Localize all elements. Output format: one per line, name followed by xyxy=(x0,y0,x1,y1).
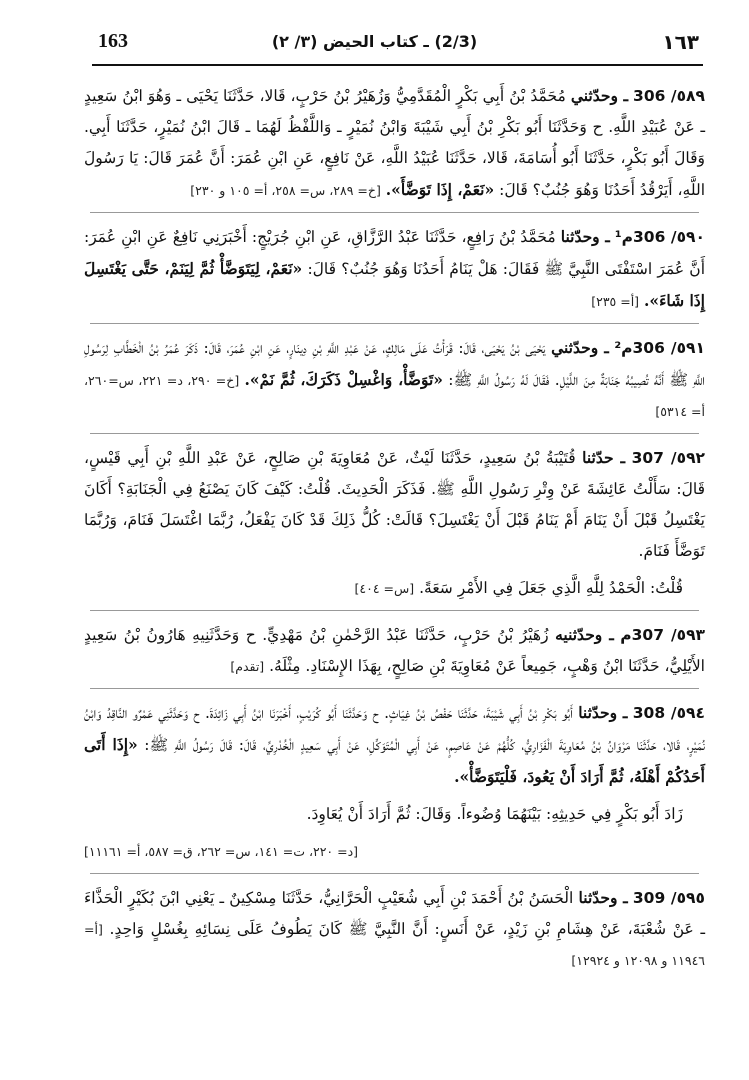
hadith-reference: [تقدم] xyxy=(230,659,265,674)
hadith-number: ٥٩٤/ 308 xyxy=(632,704,705,722)
hadith-594 xyxy=(84,697,705,793)
hadith-590 xyxy=(84,221,705,317)
hadith-number: ٥٩٠/ 306م¹ xyxy=(614,228,705,246)
hadith-intro: ـ حدّثنا xyxy=(582,448,626,467)
hadith-number: ٥٩١/ 306م² xyxy=(614,339,705,357)
note-reference: [س= ٤٠٤] xyxy=(354,581,415,596)
page-number-arabic: ١٦٣ xyxy=(662,30,699,54)
separator xyxy=(90,688,699,689)
hadith-intro: ـ وحدّثني xyxy=(551,338,609,357)
separator xyxy=(90,212,699,213)
hadith-intro: ـ وحدّثني xyxy=(570,86,628,105)
separator xyxy=(90,323,699,324)
hadith-intro: ـ وحدّثنيه xyxy=(555,625,614,644)
page-header xyxy=(0,0,749,64)
hadith-quote: «تَوَضَّأْ، وَاغْسِلْ ذَكَرَكَ، ثُمَّ نَمْ». xyxy=(244,370,443,389)
note-zad xyxy=(84,799,705,830)
hadith-595 xyxy=(84,882,705,976)
hadith-text: قُتَيْبَةُ بْنُ سَعِيدٍ، حَدَّثَنَا لَيْثٌ، عَنْ مُعَاوِيَةَ بْنِ صَالِحٍ، عَنْ عَبْدِ اللَّهِ بْنِ أَبِي قَيْسٍ، قَالَ: سَأَلْتُ عَائِشَةَ عَنْ وِتْرِ رَسُولِ اللَّهِ ﷺ. فَذَكَرَ الْحَدِيثَ. قُلْتُ: كَيْفَ كَانَ يَصْنَعُ فِي الْجَنَابَةِ؟ أَكَانَ يَغْتَسِلُ قَبْلَ أَنْ يَنَامَ أَمْ يَنَامُ قَبْلَ أَنْ يَغْتَسِلَ؟ قَالَتْ: كُلُّ ذَلِكَ قَدْ كَانَ يَفْعَلُ، رُبَّمَا اغْتَسَلَ فَنَامَ، وَرُبَّمَا تَوَضَّأَ فَنَامَ. xyxy=(84,449,705,560)
hadith-text: أَبُو بَكْرِ بْنُ أَبِي شَيْبَةَ، حَدَّثَنَا حَفْصُ بْنُ غِيَاثٍ. ح وَحَدَّثَنَا أَبُو كُرَيْبٍ، أَخْبَرَنَا ابْنُ أَبِي زَائِدَةَ. ح وَحَدَّثَنِي عَمْرٌو النَّاقِدُ وَابْنُ نُمَيْرٍ، قَالا، حَدَّثَنَا مَرْوَانُ بْنُ مُعَاوِيَةَ الْفَزَارِيُّ، كُلُّهُمْ عَنْ عَاصِمٍ، عَنْ أَبِي الْمُتَوَكِّلِ، عَنْ أَبِي سَعِيدٍ الْخُدْرِيِّ، قَالَ: قَالَ رَسُولُ اللَّهِ ﷺ: xyxy=(84,704,705,754)
hadith-text: مُحَمَّدُ بْنُ أَبِي بَكْرٍ الْمُقَدَّمِيُّ وَزُهَيْرُ بْنُ حَرْبٍ، قَالا، حَدَّثَنَا يَحْيَى ـ وَهُوَ ابْنُ سَعِيدٍ ـ عَنْ عُبَيْدِ اللَّهِ. ح وَحَدَّثَنَا أَبُو بَكْرِ بْنُ أَبِي شَيْبَةَ وَابْنُ نُمَيْرٍ ـ وَاللَّفْظُ لَهُمَا ـ قَالَ ابْنُ نُمَيْرٍ، حَدَّثَنَا أَبِي. وَقَالَ أَبُو بَكْرٍ، حَدَّثَنَا أَبُو أُسَامَةَ، قَالا، حَدَّثَنَا عُبَيْدُ اللَّهِ، عَنْ نَافِعٍ، عَنِ ابْنِ عُمَرَ: أَنَّ عُمَرَ قَالَ: يَا رَسُولَ اللَّهِ، أَيَرْقُدُ أَحَدُنَا وَهُوَ جُنُبٌ؟ قَالَ: xyxy=(84,87,705,199)
hadith-intro: ـ وحدّثنا xyxy=(560,227,610,246)
hadith-number: ٥٩٣/ 307م xyxy=(620,626,706,644)
hadith-number: ٥٨٩/ 306 xyxy=(633,87,705,105)
hadith-reference: [خ= ٢٩٠، د= ٢٢١، س=٢٦٠، أ= ٥٣١٤] xyxy=(84,373,705,419)
hadith-text: الْحَسَنُ بْنُ أَحْمَدَ بْنِ أَبِي شُعَيْبٍ الْحَرَّانِيُّ، حَدَّثَنَا مِسْكِينٌ ـ يَعْنِي ابْنَ بُكَيْرٍ الْحَذَّاءَ ـ عَنْ شُعْبَةَ، عَنْ هِشَامِ بْنِ زَيْدٍ، عَنْ أَنَسٍ: أَنَّ النَّبِيَّ ﷺ كَانَ يَطُوفُ عَلَى نِسَائِهِ بِغُسْلٍ وَاحِدٍ. xyxy=(84,889,705,938)
hadith-intro: ـ وحدّثنا xyxy=(578,703,628,722)
separator xyxy=(90,610,699,611)
note-reference: [د= ٢٢٠، ت= ١٤١، س= ٢٦٢، ق= ٥٨٧، أ= ١١١٦١] xyxy=(84,844,359,859)
hadith-reference: [أ= ١١٩٤٦ و ١٢٠٩٨ و ١٢٩٢٤] xyxy=(84,922,705,968)
separator xyxy=(90,433,699,434)
hadith-reference: [خ= ٢٨٩، س= ٢٥٨، أ= ١٠٥ و ٢٣٠] xyxy=(190,183,381,198)
page-number-latin: 163 xyxy=(98,30,128,52)
hadith-text: يَحْيَى بْنُ يَحْيَى، قَالَ: قَرَأْتُ عَلَى مَالِكٍ، عَنْ عَبْدِ اللَّهِ بْنِ دِينَارٍ، عَنِ ابْنِ عُمَرَ، قَالَ: ذَكَرَ عُمَرُ بْنُ الْخَطَّابِ لِرَسُولِ اللَّهِ ﷺ أَنَّهُ تُصِيبُهُ جَنَابَةٌ مِنَ اللَّيْلِ. فَقَالَ لَهُ رَسُولُ اللَّهِ ﷺ: xyxy=(84,339,705,389)
hadith-593 xyxy=(84,619,705,682)
hadith-reference: [أ= ٢٣٥] xyxy=(591,294,640,309)
hadith-591 xyxy=(84,332,705,427)
hadith-quote: «نَعَمْ، إِذَا تَوَضَّأَ». xyxy=(385,180,495,199)
hadith-number: ٥٩٥/ 309 xyxy=(632,889,705,907)
note-zad-reference-line xyxy=(84,836,705,867)
hadith-text: مُحَمَّدُ بْنُ رَافِعٍ، حَدَّثَنَا عَبْدُ الرَّزَّاقِ، عَنِ ابْنِ جُرَيْجٍ: أَخْبَرَنِي نَافِعٌ عَنِ ابْنِ عُمَرَ: أَنَّ عُمَرَ اسْتَفْتَى النَّبِيَّ ﷺ فَقَالَ: هَلْ يَنَامُ أَحَدُنَا وَهُوَ جُنُبٌ؟ قَالَ: xyxy=(84,228,705,278)
header-rule xyxy=(92,64,703,66)
hadith-quote: «نَعَمْ، لِيَتَوَضَّأْ ثُمَّ لِيَنَمْ، حَتَّى يَغْتَسِلَ إِذَا شَاءَ». xyxy=(84,259,705,310)
note-text: قُلْتُ: الْحَمْدُ لِلَّهِ الَّذِي جَعَلَ فِي الأَمْرِ سَعَةً. xyxy=(419,579,683,597)
hadith-text: زُهَيْرُ بْنُ حَرْبٍ، حَدَّثَنَا عَبْدُ الرَّحْمٰنِ بْنُ مَهْدِيٍّ. ح وَحَدَّثَنِيهِ هَارُونُ بْنُ سَعِيدٍ الأَيْلِيُّ، حَدَّثَنَا ابْنُ وَهْبٍ، جَمِيعاً عَنْ مُعَاوِيَةَ بْنِ صَالِحٍ، بِهَذَا الإِسْنَادِ. مِثْلَهُ. xyxy=(84,626,705,675)
hadith-intro: ـ وحدّثنا xyxy=(578,888,628,907)
note-text: زَادَ أَبُو بَكْرٍ فِي حَدِيثِهِ: بَيْنَهُمَا وُضُوءاً. وَقَالَ: ثُمَّ أَرَادَ أَنْ يُعَاوِدَ. xyxy=(306,805,683,823)
hadith-number: ٥٩٢/ 307 xyxy=(631,449,705,467)
running-title: (2/3) ـ كتاب الحيض (٣/ ٢) xyxy=(271,32,478,51)
page-body xyxy=(84,80,705,982)
hadith-589 xyxy=(84,80,705,206)
hadith-quote: «إِذَا أَتَى أَحَدُكُمْ أَهْلَهُ، ثُمَّ أَرَادَ أَنْ يَعُودَ، فَلْيَتَوَضَّأْ». xyxy=(84,735,705,786)
note-qultu xyxy=(84,573,705,604)
hadith-592 xyxy=(84,442,705,567)
separator xyxy=(90,873,699,874)
